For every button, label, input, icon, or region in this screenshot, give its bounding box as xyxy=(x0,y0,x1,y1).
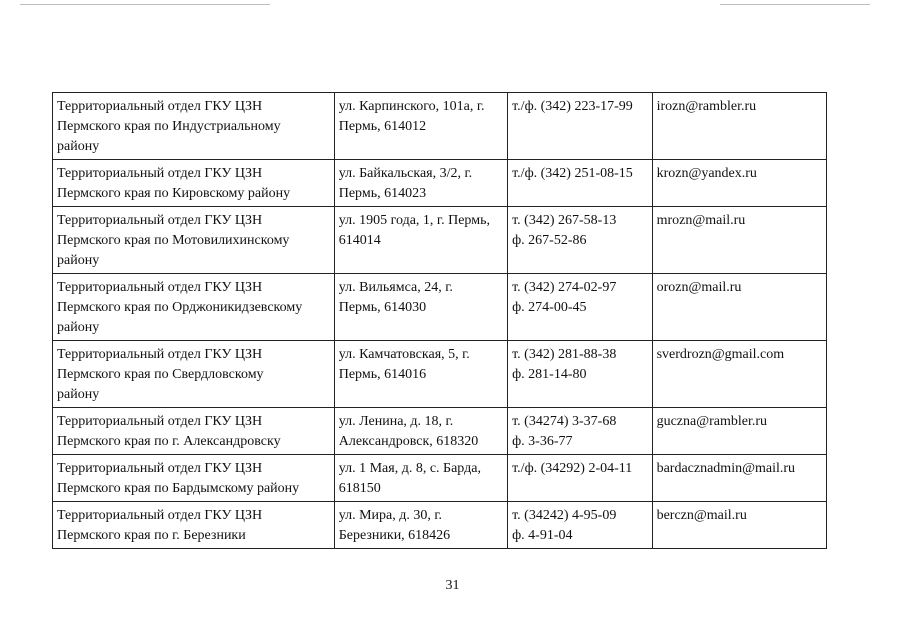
department-line: Территориальный отдел ГКУ ЦЗН xyxy=(57,347,263,362)
address-cell xyxy=(334,93,507,160)
table-row xyxy=(53,160,827,207)
email-text: guczna@rambler.ru xyxy=(656,414,768,429)
phone-line: т. (342) 281-88-38 xyxy=(512,347,617,362)
phone-cell xyxy=(508,341,652,408)
department-cell xyxy=(53,160,335,207)
employment-centers-table xyxy=(52,92,827,549)
phone-line: т. (342) 267-58-13 xyxy=(512,213,617,228)
department-cell xyxy=(53,207,335,274)
address-line: Пермь, 614012 xyxy=(338,119,427,134)
department-line: Пермского края по Кировскому району xyxy=(57,186,291,201)
fax-line: ф. 281-14-80 xyxy=(512,367,587,382)
email-cell xyxy=(652,160,826,207)
address-cell xyxy=(334,207,507,274)
email-cell xyxy=(652,455,826,502)
address-line: Березники, 618426 xyxy=(338,528,451,543)
email-text: mrozn@mail.ru xyxy=(656,213,746,228)
address-line: ул. 1905 года, 1, г. Пермь, xyxy=(338,213,490,228)
email-cell xyxy=(652,274,826,341)
department-line: Территориальный отдел ГКУ ЦЗН xyxy=(57,99,263,114)
email-text: krozn@yandex.ru xyxy=(656,166,757,181)
department-line: Пермского края по Бардымскому району xyxy=(57,481,300,496)
address-cell xyxy=(334,408,507,455)
phone-cell xyxy=(508,455,652,502)
address-cell xyxy=(334,160,507,207)
email-cell xyxy=(652,341,826,408)
phone-line: т. (342) 274-02-97 xyxy=(512,280,617,295)
department-line: Территориальный отдел ГКУ ЦЗН xyxy=(57,166,263,181)
table-row xyxy=(53,93,827,160)
department-line: Территориальный отдел ГКУ ЦЗН xyxy=(57,461,263,476)
address-line: ул. Ленина, д. 18, г. xyxy=(338,414,454,429)
email-text: orozn@mail.ru xyxy=(656,280,742,295)
department-cell xyxy=(53,455,335,502)
address-line: ул. 1 Мая, д. 8, с. Барда, xyxy=(338,461,481,476)
email-text: irozn@rambler.ru xyxy=(656,99,757,114)
phone-cell xyxy=(508,93,652,160)
email-cell xyxy=(652,408,826,455)
phone-cell xyxy=(508,502,652,549)
department-cell xyxy=(53,274,335,341)
address-cell xyxy=(334,274,507,341)
fax-line: ф. 3-36-77 xyxy=(512,434,573,449)
department-cell xyxy=(53,93,335,160)
table-row xyxy=(53,341,827,408)
department-line: Территориальный отдел ГКУ ЦЗН xyxy=(57,508,263,523)
address-line: Пермь, 614023 xyxy=(338,186,427,201)
address-line: Пермь, 614016 xyxy=(338,367,427,382)
email-cell xyxy=(652,502,826,549)
department-line: Пермского края по Орджоникидзевскому xyxy=(57,300,303,315)
table-body xyxy=(53,93,827,549)
address-line: 618150 xyxy=(338,481,381,496)
address-cell xyxy=(334,455,507,502)
department-line: Территориальный отдел ГКУ ЦЗН xyxy=(57,414,263,429)
address-line: ул. Камчатовская, 5, г. xyxy=(338,347,470,362)
department-line: району xyxy=(57,387,100,402)
fax-line: ф. 274-00-45 xyxy=(512,300,587,315)
scan-edge-right xyxy=(720,4,870,5)
department-cell xyxy=(53,408,335,455)
department-line: району xyxy=(57,320,100,335)
phone-line: т. (34274) 3-37-68 xyxy=(512,414,617,429)
department-line: Территориальный отдел ГКУ ЦЗН xyxy=(57,213,263,228)
page-number: 31 xyxy=(445,578,460,593)
address-cell xyxy=(334,341,507,408)
email-cell xyxy=(652,93,826,160)
email-text: berczn@mail.ru xyxy=(656,508,747,523)
address-line: Александровск, 618320 xyxy=(338,434,479,449)
phone-line: т. (34242) 4-95-09 xyxy=(512,508,617,523)
address-line: Пермь, 614030 xyxy=(338,300,427,315)
table-row xyxy=(53,455,827,502)
email-cell xyxy=(652,207,826,274)
table-row xyxy=(53,408,827,455)
address-cell xyxy=(334,502,507,549)
phone-line: т./ф. (342) 251-08-15 xyxy=(512,166,633,181)
department-line: Пермского края по Свердловскому xyxy=(57,367,264,382)
phone-cell xyxy=(508,160,652,207)
fax-line: ф. 4-91-04 xyxy=(512,528,573,543)
department-line: району xyxy=(57,139,100,154)
email-text: sverdrozn@gmail.com xyxy=(656,347,785,362)
phone-line: т./ф. (342) 223-17-99 xyxy=(512,99,633,114)
address-line: ул. Байкальская, 3/2, г. xyxy=(338,166,473,181)
table-row xyxy=(53,274,827,341)
address-line: ул. Мира, д. 30, г. xyxy=(338,508,443,523)
table-row xyxy=(53,207,827,274)
phone-cell xyxy=(508,408,652,455)
phone-line: т./ф. (34292) 2-04-11 xyxy=(512,461,633,476)
department-line: Пермского края по Индустриальному xyxy=(57,119,281,134)
fax-line: ф. 267-52-86 xyxy=(512,233,587,248)
department-line: району xyxy=(57,253,100,268)
address-line: ул. Вильямса, 24, г. xyxy=(338,280,453,295)
scan-edge-left xyxy=(20,4,270,5)
phone-cell xyxy=(508,274,652,341)
department-line: Пермского края по г. Березники xyxy=(57,528,246,543)
address-line: 614014 xyxy=(338,233,381,248)
email-text: bardacznadmin@mail.ru xyxy=(656,461,796,476)
department-cell xyxy=(53,502,335,549)
address-line: ул. Карпинского, 101а, г. xyxy=(338,99,485,114)
department-cell xyxy=(53,341,335,408)
department-line: Пермского края по г. Александровску xyxy=(57,434,281,449)
phone-cell xyxy=(508,207,652,274)
table-row xyxy=(53,502,827,549)
department-line: Пермского края по Мотовилихинскому xyxy=(57,233,290,248)
department-line: Территориальный отдел ГКУ ЦЗН xyxy=(57,280,263,295)
